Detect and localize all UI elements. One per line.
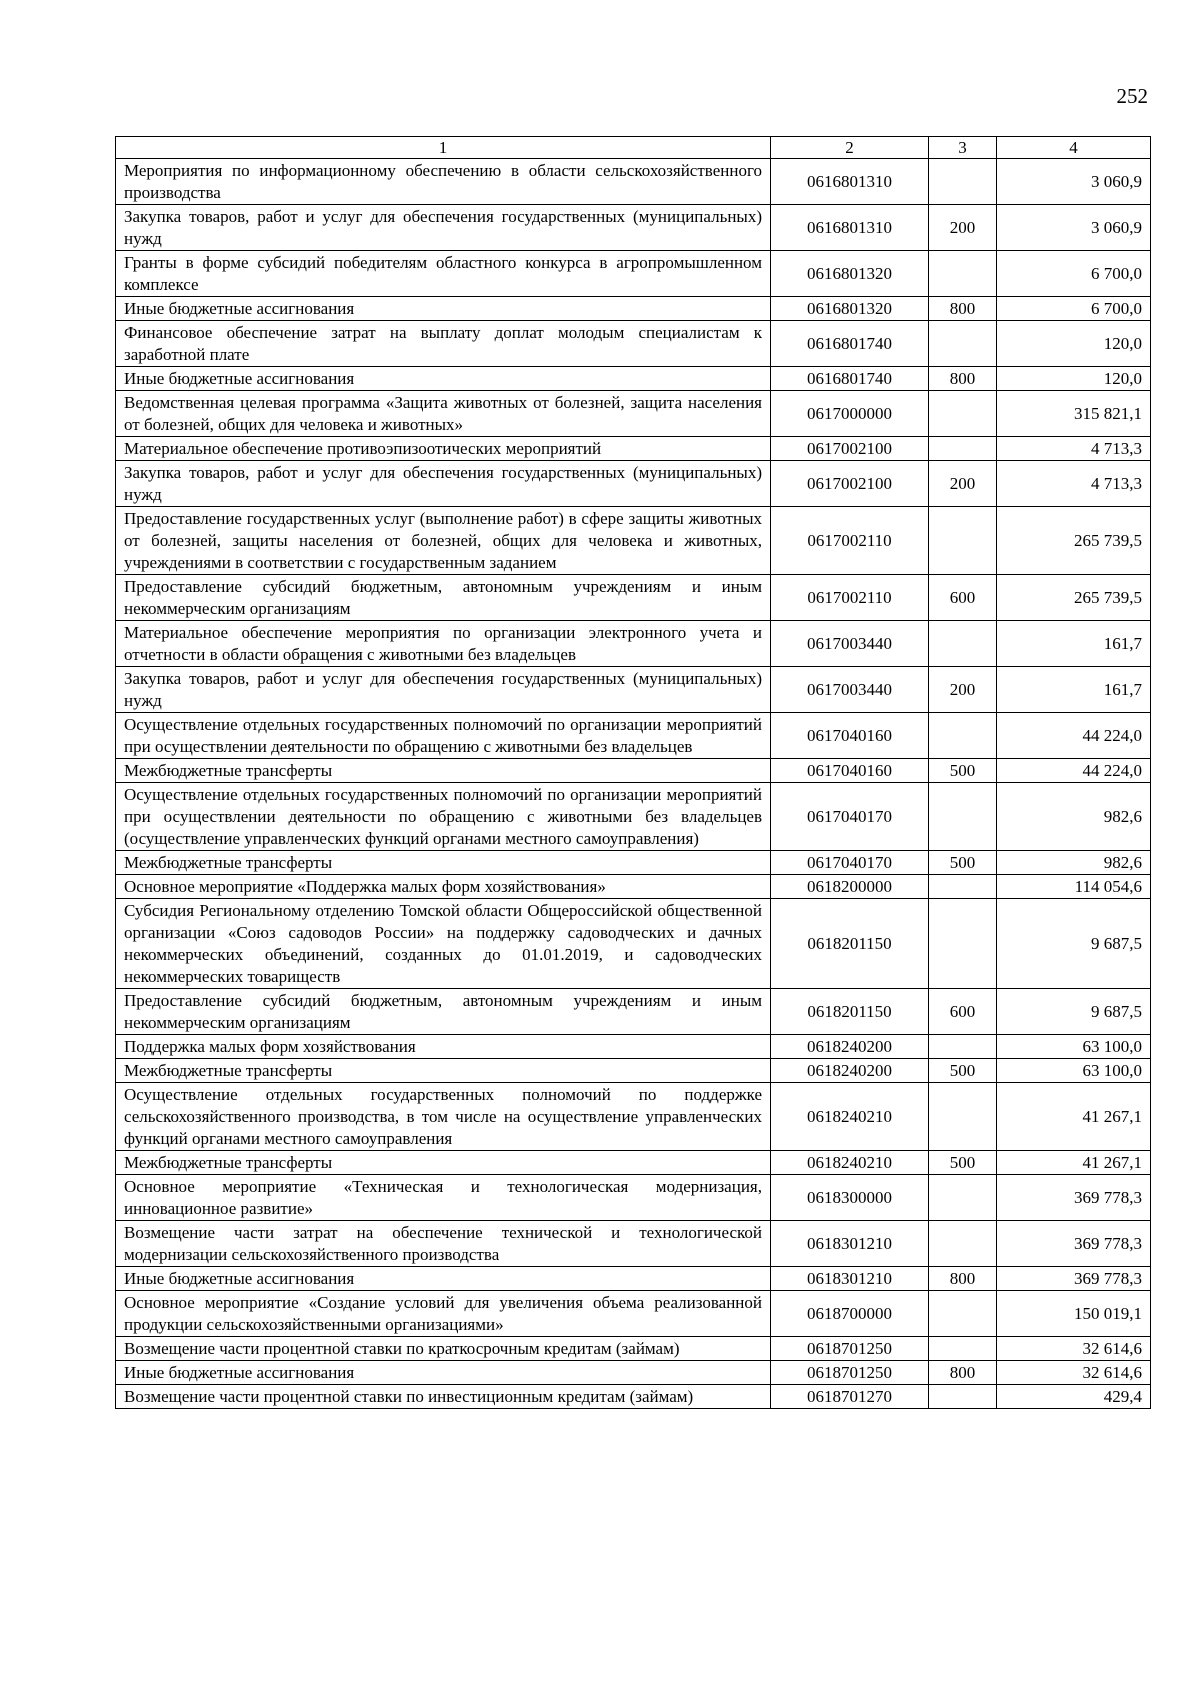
row-code: 0618300000 bbox=[771, 1175, 929, 1221]
table-row bbox=[116, 875, 1151, 899]
row-name: Субсидия Региональному отделению Томской области Общероссийской общественной организации «Союз садоводов России» на поддержку садоводческих и дачных некоммерческих объединений, созданных до 01.01.2019, и садоводческих некоммерческих товариществ bbox=[116, 899, 771, 989]
row-kvr bbox=[929, 437, 997, 461]
table-row bbox=[116, 667, 1151, 713]
table-row bbox=[116, 1361, 1151, 1385]
row-kvr: 500 bbox=[929, 851, 997, 875]
page-number: 252 bbox=[1116, 84, 1148, 108]
row-sum: 315 821,1 bbox=[997, 391, 1151, 437]
row-kvr bbox=[929, 713, 997, 759]
row-code: 0617040160 bbox=[771, 759, 929, 783]
row-kvr bbox=[929, 391, 997, 437]
table-row bbox=[116, 1175, 1151, 1221]
row-name: Осуществление отдельных государственных полномочий по организации мероприятий при осуществлении деятельности по обращению с животными без владельцев (осуществление управленческих функций органами местного самоуправления) bbox=[116, 783, 771, 851]
table-row bbox=[116, 1221, 1151, 1267]
table-row bbox=[116, 713, 1151, 759]
row-kvr bbox=[929, 159, 997, 205]
header-row bbox=[116, 137, 1151, 159]
row-kvr bbox=[929, 621, 997, 667]
row-sum: 265 739,5 bbox=[997, 507, 1151, 575]
row-name: Межбюджетные трансферты bbox=[116, 851, 771, 875]
row-name: Материальное обеспечение мероприятия по организации электронного учета и отчетности в области обращения с животными без владельцев bbox=[116, 621, 771, 667]
row-kvr bbox=[929, 1083, 997, 1151]
row-sum: 120,0 bbox=[997, 367, 1151, 391]
row-name: Предоставление государственных услуг (выполнение работ) в сфере защиты животных от болезней, защиты населения от болезней, общих для человека и животных, учреждениями в соответствии с государственным заданием bbox=[116, 507, 771, 575]
table-row bbox=[116, 367, 1151, 391]
row-name: Иные бюджетные ассигнования bbox=[116, 367, 771, 391]
row-name: Возмещение части процентной ставки по краткосрочным кредитам (займам) bbox=[116, 1337, 771, 1361]
row-name: Иные бюджетные ассигнования bbox=[116, 1267, 771, 1291]
row-code: 0618701250 bbox=[771, 1361, 929, 1385]
row-code: 0617003440 bbox=[771, 667, 929, 713]
row-name: Осуществление отдельных государственных полномочий по поддержке сельскохозяйственного производства, в том числе на осуществление управленческих функций органами местного самоуправления bbox=[116, 1083, 771, 1151]
row-name: Основное мероприятие «Поддержка малых форм хозяйствования» bbox=[116, 875, 771, 899]
row-kvr bbox=[929, 899, 997, 989]
row-name: Предоставление субсидий бюджетным, автономным учреждениям и иным некоммерческим организациям bbox=[116, 989, 771, 1035]
table-row bbox=[116, 205, 1151, 251]
row-code: 0618301210 bbox=[771, 1267, 929, 1291]
row-name: Материальное обеспечение противоэпизоотических мероприятий bbox=[116, 437, 771, 461]
table-row bbox=[116, 1151, 1151, 1175]
row-sum: 150 019,1 bbox=[997, 1291, 1151, 1337]
row-kvr bbox=[929, 507, 997, 575]
row-kvr: 600 bbox=[929, 989, 997, 1035]
row-sum: 44 224,0 bbox=[997, 759, 1151, 783]
row-code: 0618240200 bbox=[771, 1035, 929, 1059]
row-sum: 3 060,9 bbox=[997, 159, 1151, 205]
table-row bbox=[116, 621, 1151, 667]
table-row bbox=[116, 1035, 1151, 1059]
table-row bbox=[116, 1059, 1151, 1083]
row-sum: 161,7 bbox=[997, 667, 1151, 713]
row-code: 0618700000 bbox=[771, 1291, 929, 1337]
row-name: Иные бюджетные ассигнования bbox=[116, 297, 771, 321]
row-code: 0616801740 bbox=[771, 367, 929, 391]
row-code: 0618240200 bbox=[771, 1059, 929, 1083]
table-row bbox=[116, 391, 1151, 437]
row-code: 0618201150 bbox=[771, 899, 929, 989]
row-sum: 63 100,0 bbox=[997, 1035, 1151, 1059]
row-kvr: 800 bbox=[929, 1361, 997, 1385]
table-row bbox=[116, 297, 1151, 321]
row-code: 0616801310 bbox=[771, 159, 929, 205]
row-kvr bbox=[929, 783, 997, 851]
table-row bbox=[116, 1083, 1151, 1151]
row-sum: 369 778,3 bbox=[997, 1175, 1151, 1221]
row-kvr: 800 bbox=[929, 367, 997, 391]
row-code: 0618701270 bbox=[771, 1385, 929, 1409]
row-sum: 4 713,3 bbox=[997, 461, 1151, 507]
row-name: Осуществление отдельных государственных полномочий по организации мероприятий при осуществлении деятельности по обращению с животными без владельцев bbox=[116, 713, 771, 759]
table-row bbox=[116, 1267, 1151, 1291]
row-kvr bbox=[929, 251, 997, 297]
row-sum: 429,4 bbox=[997, 1385, 1151, 1409]
row-sum: 32 614,6 bbox=[997, 1337, 1151, 1361]
row-code: 0618201150 bbox=[771, 989, 929, 1035]
row-kvr: 600 bbox=[929, 575, 997, 621]
row-kvr: 500 bbox=[929, 1151, 997, 1175]
table-row bbox=[116, 159, 1151, 205]
header-col-1: 1 bbox=[116, 137, 771, 159]
row-code: 0618701250 bbox=[771, 1337, 929, 1361]
table-row bbox=[116, 1291, 1151, 1337]
row-code: 0617000000 bbox=[771, 391, 929, 437]
row-code: 0617002100 bbox=[771, 461, 929, 507]
row-name: Межбюджетные трансферты bbox=[116, 759, 771, 783]
table-row bbox=[116, 1337, 1151, 1361]
row-name: Мероприятия по информационному обеспечению в области сельскохозяйственного производства bbox=[116, 159, 771, 205]
row-sum: 982,6 bbox=[997, 783, 1151, 851]
row-sum: 6 700,0 bbox=[997, 251, 1151, 297]
row-sum: 44 224,0 bbox=[997, 713, 1151, 759]
row-kvr bbox=[929, 1385, 997, 1409]
row-name: Закупка товаров, работ и услуг для обеспечения государственных (муниципальных) нужд bbox=[116, 461, 771, 507]
row-kvr: 800 bbox=[929, 297, 997, 321]
table-row bbox=[116, 989, 1151, 1035]
row-sum: 9 687,5 bbox=[997, 989, 1151, 1035]
table-row bbox=[116, 507, 1151, 575]
row-sum: 3 060,9 bbox=[997, 205, 1151, 251]
header-col-4: 4 bbox=[997, 137, 1151, 159]
row-code: 0617002110 bbox=[771, 507, 929, 575]
budget-table bbox=[115, 136, 1151, 1409]
row-sum: 9 687,5 bbox=[997, 899, 1151, 989]
row-name: Основное мероприятие «Техническая и технологическая модернизация, инновационное развитие» bbox=[116, 1175, 771, 1221]
row-kvr bbox=[929, 321, 997, 367]
row-name: Иные бюджетные ассигнования bbox=[116, 1361, 771, 1385]
row-name: Закупка товаров, работ и услуг для обеспечения государственных (муниципальных) нужд bbox=[116, 667, 771, 713]
row-code: 0616801740 bbox=[771, 321, 929, 367]
row-kvr bbox=[929, 1221, 997, 1267]
row-name: Межбюджетные трансферты bbox=[116, 1151, 771, 1175]
row-code: 0618240210 bbox=[771, 1151, 929, 1175]
row-code: 0617040170 bbox=[771, 783, 929, 851]
row-code: 0618301210 bbox=[771, 1221, 929, 1267]
row-sum: 4 713,3 bbox=[997, 437, 1151, 461]
row-name: Поддержка малых форм хозяйствования bbox=[116, 1035, 771, 1059]
row-name: Предоставление субсидий бюджетным, автономным учреждениям и иным некоммерческим организациям bbox=[116, 575, 771, 621]
row-name: Гранты в форме субсидий победителям областного конкурса в агропромышленном комплексе bbox=[116, 251, 771, 297]
row-kvr: 200 bbox=[929, 667, 997, 713]
row-sum: 120,0 bbox=[997, 321, 1151, 367]
row-sum: 982,6 bbox=[997, 851, 1151, 875]
table-row bbox=[116, 251, 1151, 297]
row-code: 0616801310 bbox=[771, 205, 929, 251]
row-sum: 41 267,1 bbox=[997, 1083, 1151, 1151]
row-name: Ведомственная целевая программа «Защита животных от болезней, защита населения от болезней, общих для человека и животных» bbox=[116, 391, 771, 437]
row-kvr bbox=[929, 1337, 997, 1361]
row-name: Закупка товаров, работ и услуг для обеспечения государственных (муниципальных) нужд bbox=[116, 205, 771, 251]
row-sum: 6 700,0 bbox=[997, 297, 1151, 321]
row-kvr: 200 bbox=[929, 205, 997, 251]
row-name: Межбюджетные трансферты bbox=[116, 1059, 771, 1083]
row-name: Финансовое обеспечение затрат на выплату доплат молодым специалистам к заработной плате bbox=[116, 321, 771, 367]
table-row bbox=[116, 783, 1151, 851]
row-kvr: 200 bbox=[929, 461, 997, 507]
row-code: 0617002100 bbox=[771, 437, 929, 461]
header-col-2: 2 bbox=[771, 137, 929, 159]
row-code: 0617003440 bbox=[771, 621, 929, 667]
row-kvr bbox=[929, 875, 997, 899]
row-sum: 265 739,5 bbox=[997, 575, 1151, 621]
row-code: 0617040170 bbox=[771, 851, 929, 875]
row-sum: 114 054,6 bbox=[997, 875, 1151, 899]
row-kvr: 500 bbox=[929, 759, 997, 783]
row-kvr bbox=[929, 1035, 997, 1059]
row-code: 0616801320 bbox=[771, 251, 929, 297]
row-kvr: 800 bbox=[929, 1267, 997, 1291]
table-row bbox=[116, 461, 1151, 507]
row-name: Возмещение части процентной ставки по инвестиционным кредитам (займам) bbox=[116, 1385, 771, 1409]
table-row bbox=[116, 851, 1151, 875]
row-sum: 369 778,3 bbox=[997, 1267, 1151, 1291]
row-kvr bbox=[929, 1175, 997, 1221]
header-col-3: 3 bbox=[929, 137, 997, 159]
table-row bbox=[116, 759, 1151, 783]
row-code: 0618240210 bbox=[771, 1083, 929, 1151]
row-code: 0618200000 bbox=[771, 875, 929, 899]
table-row bbox=[116, 1385, 1151, 1409]
row-code: 0617040160 bbox=[771, 713, 929, 759]
table-body bbox=[116, 159, 1151, 1409]
row-code: 0616801320 bbox=[771, 297, 929, 321]
table-row bbox=[116, 899, 1151, 989]
table-row bbox=[116, 437, 1151, 461]
row-kvr bbox=[929, 1291, 997, 1337]
row-name: Возмещение части затрат на обеспечение технической и технологической модернизации сельскохозяйственного производства bbox=[116, 1221, 771, 1267]
table-row bbox=[116, 321, 1151, 367]
row-code: 0617002110 bbox=[771, 575, 929, 621]
row-name: Основное мероприятие «Создание условий для увеличения объема реализованной продукции сельскохозяйственными организациями» bbox=[116, 1291, 771, 1337]
row-sum: 63 100,0 bbox=[997, 1059, 1151, 1083]
row-sum: 161,7 bbox=[997, 621, 1151, 667]
row-sum: 32 614,6 bbox=[997, 1361, 1151, 1385]
row-sum: 41 267,1 bbox=[997, 1151, 1151, 1175]
table-row bbox=[116, 575, 1151, 621]
row-kvr: 500 bbox=[929, 1059, 997, 1083]
row-sum: 369 778,3 bbox=[997, 1221, 1151, 1267]
